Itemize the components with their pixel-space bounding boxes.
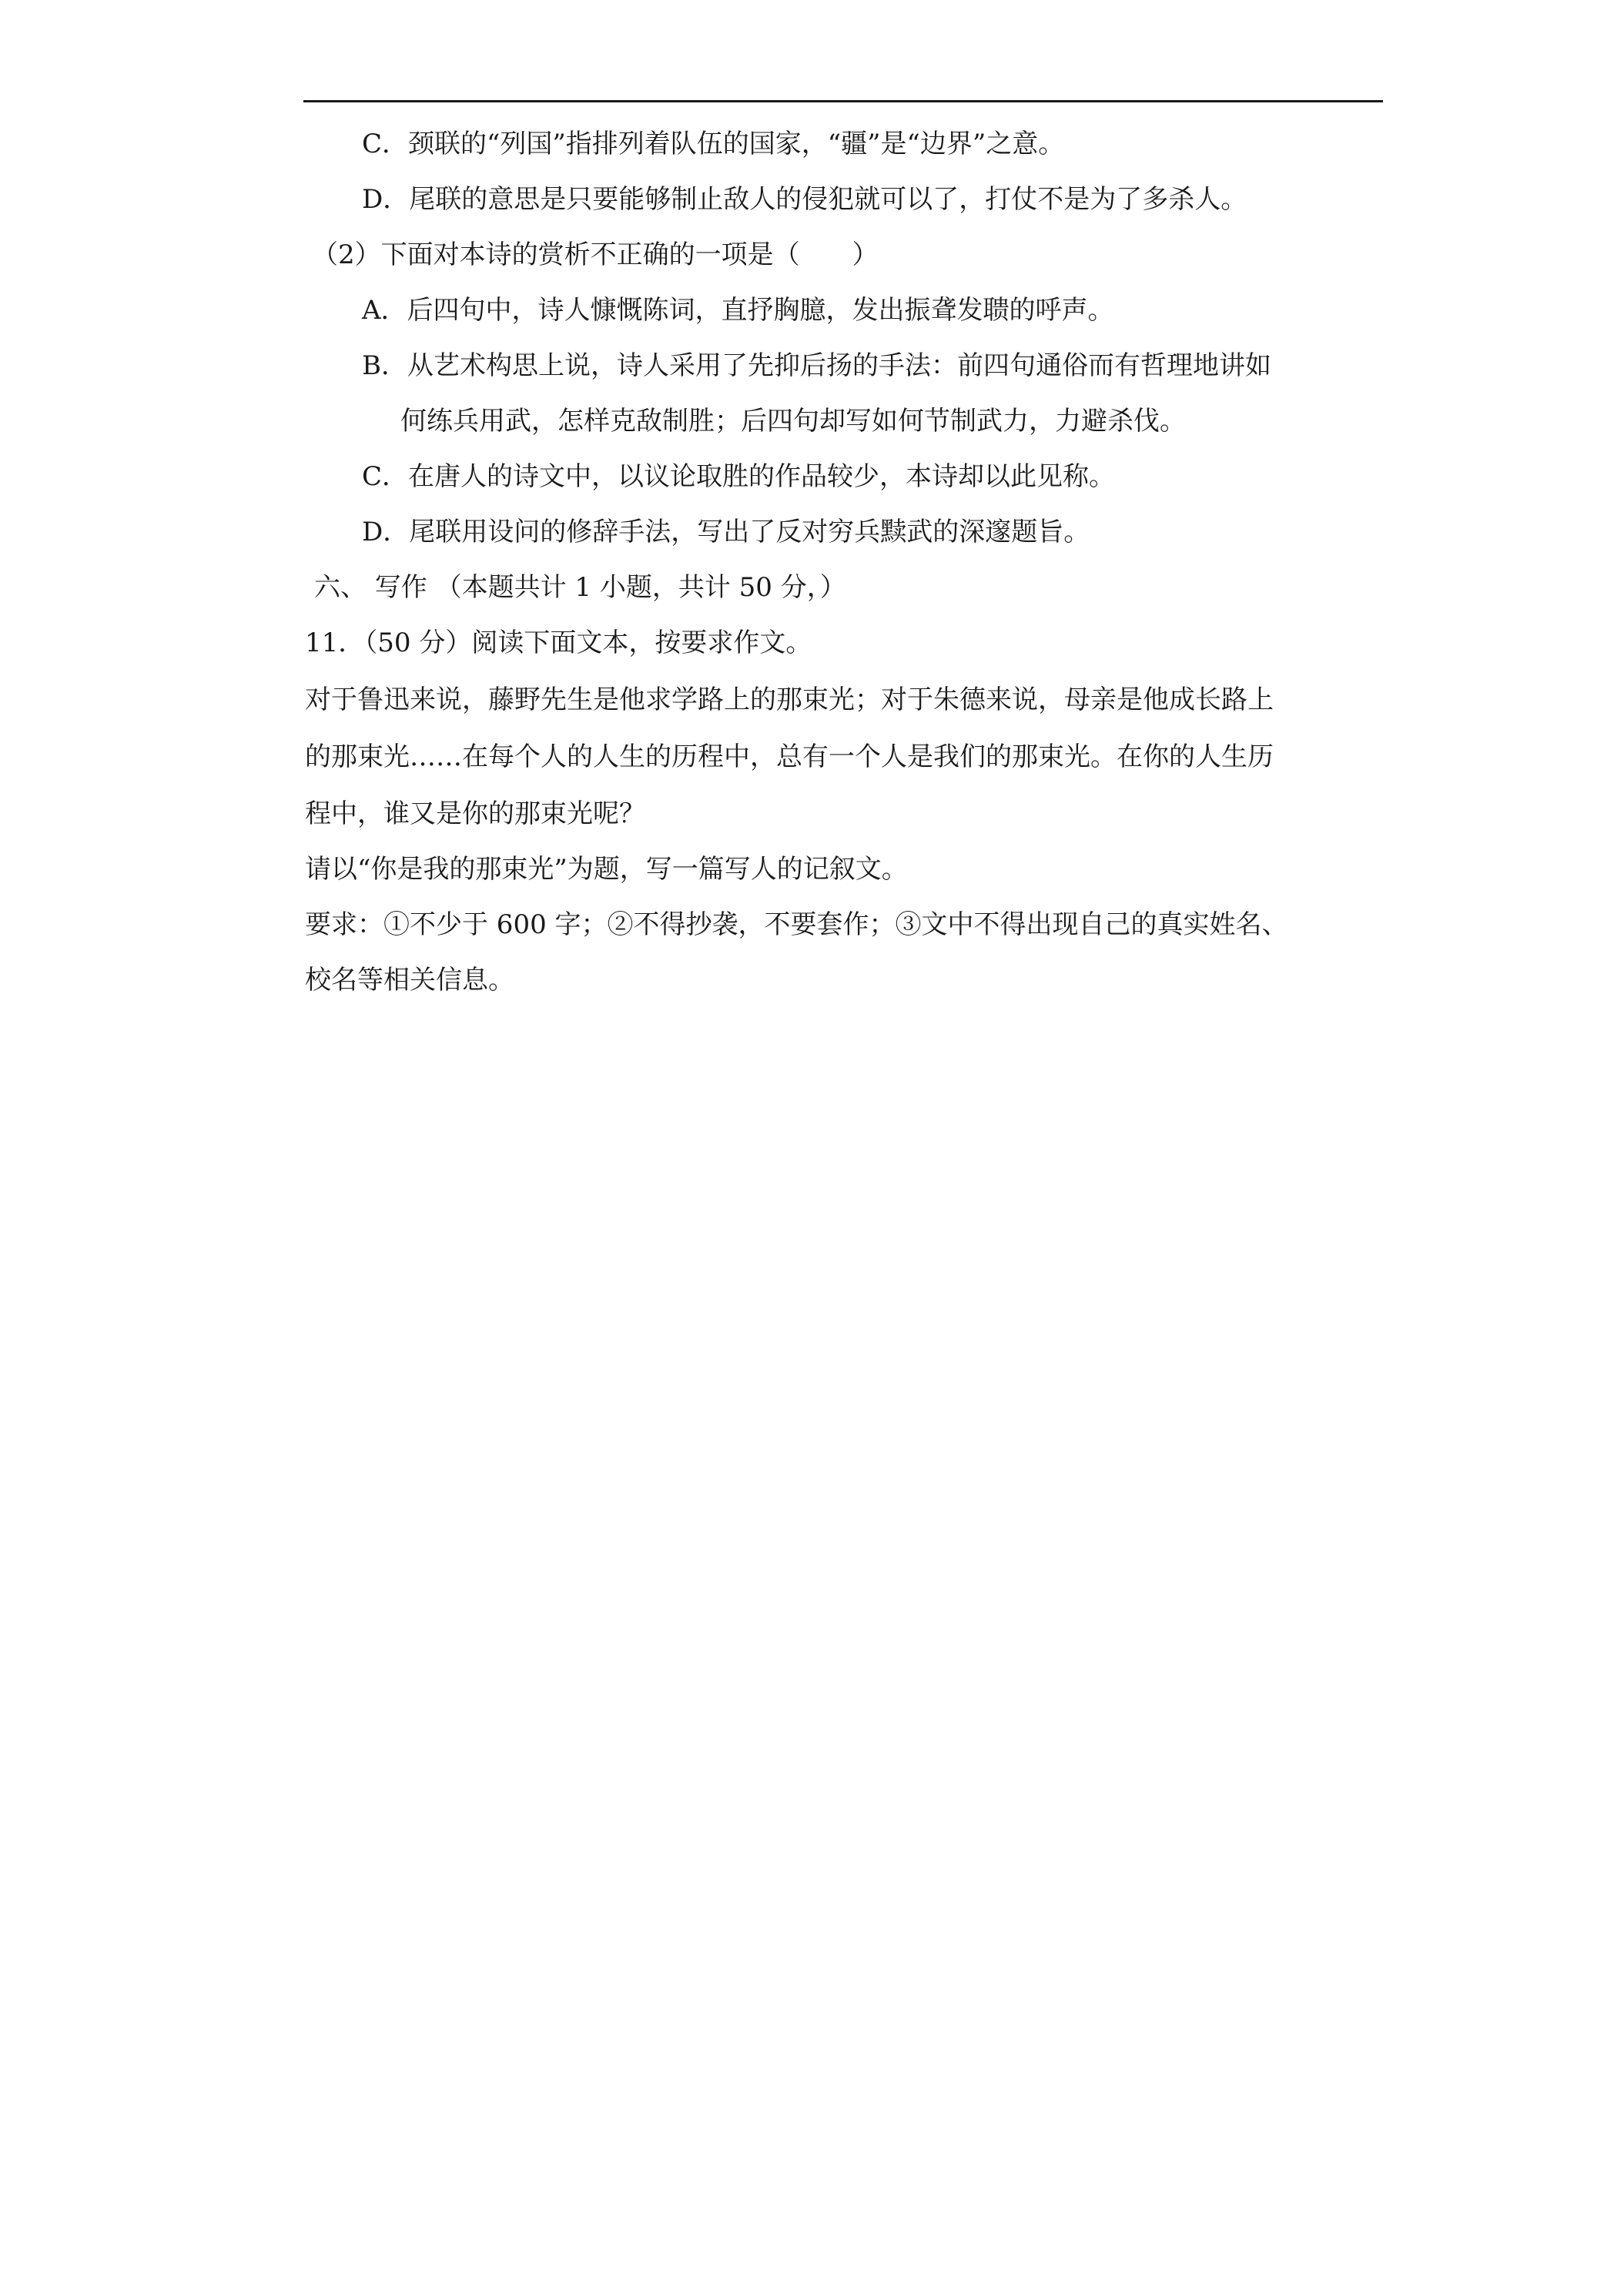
passage-line-1: 对于鲁迅来说，藤野先生是他求学路上的那束光；对于朱德来说，母亲是他成长路上 bbox=[305, 684, 1274, 715]
option-b-q2-line2: 何练兵用武，怎样克敌制胜；后四句却写如何节制武力，力避杀伐。 bbox=[400, 406, 1186, 437]
option-d-q2: D．尾联用设问的修辞手法，写出了反对穷兵黩武的深邃题旨。 bbox=[362, 517, 1090, 547]
section-6-heading: 六、 写作 （本题共计 1 小题，共计 50 分，） bbox=[314, 572, 846, 603]
passage-line-3: 程中，谁又是你的那束光呢？ bbox=[305, 798, 645, 829]
option-c-q2: C．在唐人的诗文中，以议论取胜的作品较少，本诗却以此见称。 bbox=[362, 461, 1116, 492]
requirements-line-2: 校名等相关信息。 bbox=[305, 965, 514, 996]
option-c-q1: C．颈联的“列国”指排列着队伍的国家，“疆”是“边界”之意。 bbox=[362, 129, 1065, 159]
passage-line-2: 的那束光……在每个人的人生的历程中，总有一个人是我们的那束光。在你的人生历 bbox=[305, 741, 1274, 772]
question-11-stem: 11．（50 分）阅读下面文本，按要求作文。 bbox=[305, 628, 812, 658]
header-rule bbox=[303, 100, 1383, 102]
writing-prompt: 请以“你是我的那束光”为题，写一篇写人的记叙文。 bbox=[305, 854, 908, 885]
requirements-line-1: 要求：①不少于 600 字；②不得抄袭，不要套作；③文中不得出现自己的真实姓名、 bbox=[305, 909, 1288, 940]
question-2-stem: （2）下面对本诗的赏析不正确的一项是（ ） bbox=[312, 239, 879, 270]
option-b-q2-line1: B．从艺术构思上说，诗人采用了先抑后扬的手法：前四句通俗而有哲理地讲如 bbox=[362, 350, 1271, 381]
option-d-q1: D．尾联的意思是只要能够制止敌人的侵犯就可以了，打仗不是为了多杀人。 bbox=[362, 184, 1247, 215]
option-a-q2: A．后四句中，诗人慷慨陈词，直抒胸臆，发出振聋发聩的呼声。 bbox=[362, 295, 1114, 326]
